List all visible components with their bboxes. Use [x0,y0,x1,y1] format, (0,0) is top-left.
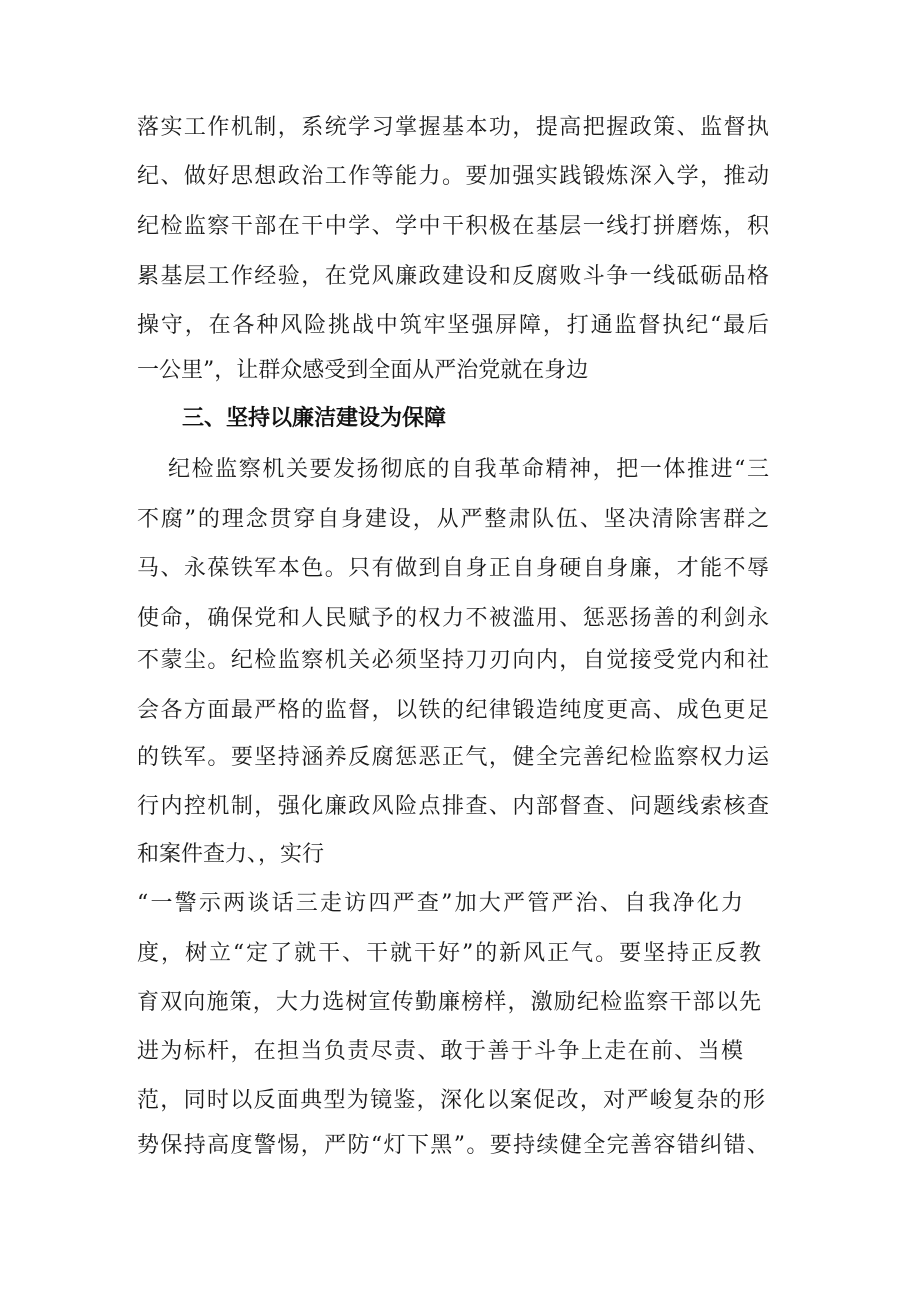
paragraph-line: 会各方面最严格的监督，以铁的纪律锻造纯度更高、成色更足 [137,698,769,723]
paragraph-line: 落实工作机制，系统学习掌握基本功，提高把握政策、监督执 [137,115,769,140]
paragraph-line: 一公里”，让群众感受到全面从严治党就在身边 [137,358,589,383]
paragraph-line: 度，树立“定了就干、干就干好”的新风正气。要坚持正反教 [137,941,761,966]
paragraph-line: 纪检监察机关要发扬彻底的自我革命精神，把一体推进“三 [168,457,769,482]
paragraph-line: 的铁军。要坚持涵养反腐惩恶正气，健全完善纪检监察权力运 [137,745,769,770]
paragraph-line: 育双向施策，大力选树宣传勤廉榜样，激励纪检监察干部以先 [137,990,761,1015]
paragraph-line: 和案件查力、，实行 [137,842,325,867]
section-heading: 三、坚持以廉洁建设为保障 [182,406,447,431]
paragraph-line: 操守，在各种风险挑战中筑牢坚强屏障，打通监督执纪“最后 [137,313,769,338]
paragraph-line: 马、永葆铁军本色。只有做到自身正自身硬自身廉，才能不辱 [137,556,769,581]
paragraph-line: 使命，确保党和人民赋予的权力不被滥用、惩恶扬善的利剑永 [137,606,769,631]
paragraph-line: 不蒙尘。纪检监察机关必须坚持刀刃向内，自觉接受党内和社 [137,648,769,673]
paragraph-line: 不腐”的理念贯穿自身建设，从严整肃队伍、坚决清除害群之 [137,507,769,532]
paragraph-line: 纪检监察干部在干中学、学中干积极在基层一线打拼磨炼，积 [137,214,769,239]
paragraph-line: 累基层工作经验，在党风廉政建设和反腐败斗争一线砥砺品格 [137,264,769,289]
paragraph-line: 势保持高度警惕，严防“灯下黑”。要持续健全完善容错纠错、 [137,1133,769,1158]
paragraph-line: “一警示两谈话三走访四严查”加大严管严治、自我净化力 [137,891,743,916]
paragraph-line: 纪、做好思想政治工作等能力。要加强实践锻炼深入学，推动 [137,164,769,189]
paragraph-line: 范，同时以反面典型为镜鉴，深化以案促改，对严峻复杂的形 [137,1088,765,1113]
paragraph-line: 行内控机制，强化廉政风险点排查、内部督查、问题线索核查 [137,794,769,819]
paragraph-line: 进为标杆，在担当负责尽责、敢于善于斗争上走在前、当模 [137,1039,743,1064]
